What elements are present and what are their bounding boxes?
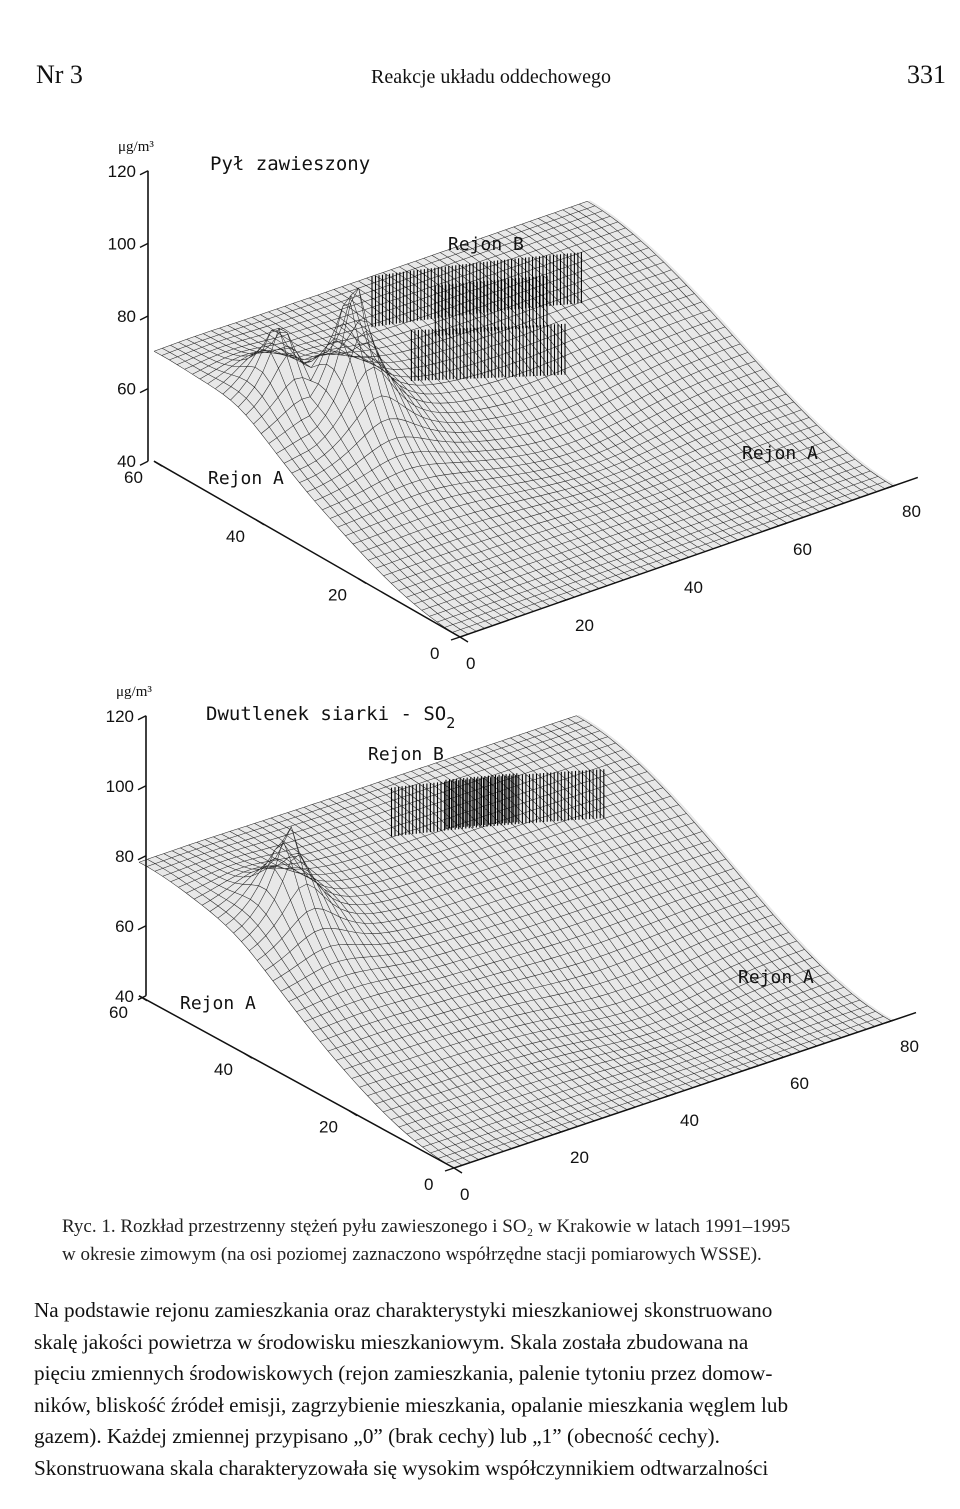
x-tick-label: 0: [460, 1185, 470, 1204]
z-tick-label: 40: [117, 452, 136, 472]
z-tick-label: 60: [115, 916, 134, 936]
region-label: Rejon A: [208, 468, 284, 489]
z-tick: [138, 716, 146, 720]
y-tick: [358, 578, 366, 583]
body-line-6: Skonstruowana skala charakteryzowała się wysokim współczynnikiem odtwarzalności: [34, 1455, 769, 1480]
surface-mesh: [154, 200, 896, 637]
region-label: Rejon B: [448, 234, 524, 255]
x-tick-label: 40: [680, 1111, 699, 1130]
body-paragraph: [34, 1295, 946, 1484]
z-tick: [138, 856, 146, 860]
y-tick: [154, 461, 162, 466]
y-tick-label: 0: [430, 644, 440, 663]
y-tick-label: 20: [319, 1117, 338, 1137]
z-tick: [140, 316, 148, 320]
region-label: Rejon B: [368, 744, 444, 765]
y-tick-label: 20: [328, 585, 347, 605]
x-tick: [445, 1168, 454, 1171]
y-tick: [349, 1111, 357, 1116]
body-line-4: ników, bliskość źródeł emisji, zagrzybienie mieszkania, opalanie mieszkania węglem lub: [34, 1392, 789, 1417]
x-tick-label: 60: [790, 1074, 809, 1093]
x-tick-label: 0: [466, 654, 476, 672]
z-tick-label: 120: [107, 161, 136, 181]
surface-plot-so2: [0, 668, 960, 1210]
body-line-2: skalę jakości powietrza w środowisku mieszkaniowym. Skala została zbudowana na: [34, 1329, 749, 1354]
body-line-5: gazem). Każdej zmiennej przypisano „0” (brak cechy) lub „1” (obecność cechy).: [34, 1424, 720, 1448]
y-tick: [460, 637, 468, 642]
z-tick: [138, 786, 146, 790]
y-tick-label: 0: [424, 1175, 434, 1194]
z-tick: [140, 461, 148, 465]
caption-line-1: Ryc. 1. Rozkład przestrzenny stężeń pyłu zawieszonego i SO₂ w Krakowie w latach 1991–1995: [62, 1216, 791, 1237]
surface-mesh: [139, 715, 894, 1168]
surface-fill: [154, 200, 896, 637]
surface-hatch: [446, 773, 517, 829]
journal-number: Nr 3: [36, 60, 83, 89]
y-tick: [256, 520, 264, 525]
y-tick-label: 60: [124, 468, 143, 488]
surface-plot-dust: [0, 112, 960, 672]
y-tick-label: 40: [226, 526, 245, 546]
z-tick-label: 80: [115, 846, 134, 866]
x-tick-label: 60: [793, 540, 812, 559]
x-tick-label: 80: [900, 1037, 919, 1056]
x-tick-label: 20: [575, 616, 594, 635]
region-label: Rejon A: [180, 993, 256, 1014]
y-tick: [244, 1053, 252, 1058]
region-label: Rejon A: [738, 967, 814, 988]
chart-title-main: Dwutlenek siarki - SO: [206, 703, 447, 725]
z-tick: [140, 389, 148, 393]
z-tick-label: 40: [115, 986, 134, 1006]
z-tick: [140, 243, 148, 247]
x-tick-label: 20: [570, 1148, 589, 1167]
running-title: Reakcje układu oddechowego: [371, 66, 611, 88]
running-head: [36, 60, 946, 100]
chart-title: Pył zawieszony: [210, 153, 371, 175]
x-tick: [451, 637, 460, 640]
z-tick-label: 60: [117, 379, 136, 399]
figure-panel-dust: [0, 112, 960, 672]
body-line-3: pięciu zmiennych środowiskowych (rejon zamieszkania, palenie tytoniu przez domow-: [34, 1361, 773, 1385]
region-label: Rejon A: [742, 443, 818, 464]
z-tick: [138, 926, 146, 930]
caption-line-2: w okresie zimowym (na osi poziomej zaznaczono współrzędne stacji pomiarowych WSSE).: [62, 1244, 762, 1265]
z-tick-label: 120: [105, 706, 134, 726]
page-number: 331: [907, 60, 946, 89]
y-tick-label: 60: [109, 1002, 128, 1022]
chart-title-subscript: 2: [446, 714, 456, 732]
z-unit-label: μg/m³: [118, 138, 154, 155]
chart-title: [206, 703, 455, 732]
figure-panel-so2: [0, 668, 960, 1210]
z-tick: [140, 171, 148, 175]
z-tick-label: 100: [107, 234, 136, 254]
z-tick-label: 80: [117, 307, 136, 326]
z-unit-label: μg/m³: [116, 683, 152, 700]
x-tick-label: 40: [684, 578, 703, 597]
y-tick: [454, 1168, 462, 1173]
x-tick-label: 80: [902, 502, 921, 521]
figure-caption: [62, 1213, 932, 1269]
y-tick-label: 40: [214, 1060, 233, 1080]
z-tick-label: 100: [105, 776, 134, 796]
body-line-1: Na podstawie rejonu zamieszkania oraz charakterystyki mieszkaniowej skonstruowano: [34, 1298, 773, 1322]
